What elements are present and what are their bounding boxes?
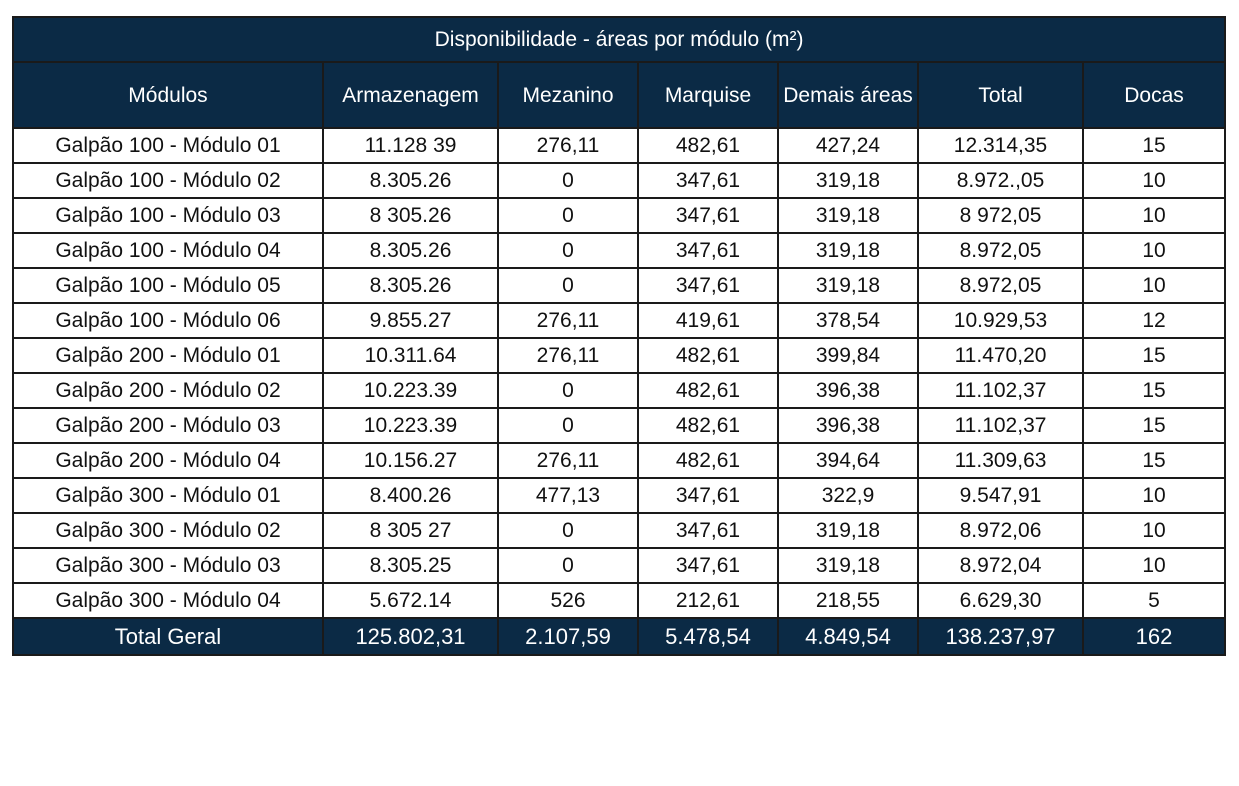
table-cell-demais-areas: 319,18 <box>778 513 918 548</box>
table-cell-mezanino: 0 <box>498 548 638 583</box>
column-header-modulos: Módulos <box>13 62 323 128</box>
table-cell-marquise: 347,61 <box>638 268 778 303</box>
table-cell-marquise: 482,61 <box>638 408 778 443</box>
total-cell-docas: 162 <box>1083 618 1225 655</box>
table-cell-mezanino: 526 <box>498 583 638 618</box>
table-cell-total: 8.972,04 <box>918 548 1083 583</box>
table-cell-total: 8.972,05 <box>918 268 1083 303</box>
table-cell-demais-areas: 319,18 <box>778 233 918 268</box>
table-cell-modulos: Galpão 200 - Módulo 01 <box>13 338 323 373</box>
table-cell-mezanino: 0 <box>498 233 638 268</box>
table-cell-modulos: Galpão 300 - Módulo 03 <box>13 548 323 583</box>
table-cell-mezanino: 276,11 <box>498 443 638 478</box>
table-cell-total: 10.929,53 <box>918 303 1083 338</box>
table-cell-total: 8.972,06 <box>918 513 1083 548</box>
table-cell-mezanino: 0 <box>498 373 638 408</box>
table-cell-demais-areas: 394,64 <box>778 443 918 478</box>
table-cell-docas: 10 <box>1083 513 1225 548</box>
table-row <box>13 233 1225 268</box>
table-cell-total: 8.972,05 <box>918 233 1083 268</box>
table-cell-modulos: Galpão 200 - Módulo 04 <box>13 443 323 478</box>
table-cell-armazenagem: 11.128 39 <box>323 128 498 163</box>
table-row <box>13 478 1225 513</box>
total-cell-total: 138.237,97 <box>918 618 1083 655</box>
table-row <box>13 513 1225 548</box>
table-cell-total: 11.309,63 <box>918 443 1083 478</box>
availability-table <box>12 16 1226 656</box>
table-row <box>13 373 1225 408</box>
table-cell-total: 9.547,91 <box>918 478 1083 513</box>
table-cell-modulos: Galpão 100 - Módulo 04 <box>13 233 323 268</box>
table-cell-armazenagem: 9.855.27 <box>323 303 498 338</box>
table-cell-docas: 10 <box>1083 233 1225 268</box>
table-cell-docas: 10 <box>1083 478 1225 513</box>
table-cell-armazenagem: 10.156.27 <box>323 443 498 478</box>
table-cell-demais-areas: 322,9 <box>778 478 918 513</box>
table-cell-mezanino: 276,11 <box>498 338 638 373</box>
table-cell-modulos: Galpão 100 - Módulo 02 <box>13 163 323 198</box>
table-cell-docas: 10 <box>1083 198 1225 233</box>
table-title-row <box>13 17 1225 62</box>
table-cell-marquise: 347,61 <box>638 233 778 268</box>
table-cell-docas: 12 <box>1083 303 1225 338</box>
table-cell-modulos: Galpão 100 - Módulo 03 <box>13 198 323 233</box>
column-header-armazenagem: Armazenagem <box>323 62 498 128</box>
table-row <box>13 303 1225 338</box>
column-header-row <box>13 62 1225 128</box>
table-cell-demais-areas: 396,38 <box>778 408 918 443</box>
table-cell-docas: 15 <box>1083 128 1225 163</box>
table-cell-demais-areas: 319,18 <box>778 268 918 303</box>
table-cell-demais-areas: 319,18 <box>778 548 918 583</box>
column-header-marquise: Marquise <box>638 62 778 128</box>
table-cell-armazenagem: 8.305.26 <box>323 233 498 268</box>
table-row <box>13 583 1225 618</box>
table-cell-armazenagem: 8.305.26 <box>323 268 498 303</box>
table-cell-marquise: 347,61 <box>638 548 778 583</box>
table-cell-modulos: Galpão 100 - Módulo 06 <box>13 303 323 338</box>
table-cell-demais-areas: 378,54 <box>778 303 918 338</box>
table-cell-modulos: Galpão 300 - Módulo 01 <box>13 478 323 513</box>
table-cell-modulos: Galpão 200 - Módulo 02 <box>13 373 323 408</box>
table-title: Disponibilidade - áreas por módulo (m²) <box>13 17 1225 62</box>
table-cell-marquise: 482,61 <box>638 128 778 163</box>
table-cell-demais-areas: 218,55 <box>778 583 918 618</box>
table-row <box>13 163 1225 198</box>
table-cell-total: 12.314,35 <box>918 128 1083 163</box>
table-cell-modulos: Galpão 100 - Módulo 01 <box>13 128 323 163</box>
table-cell-armazenagem: 8.305.26 <box>323 163 498 198</box>
table-cell-marquise: 347,61 <box>638 513 778 548</box>
column-header-docas: Docas <box>1083 62 1225 128</box>
column-header-total: Total <box>918 62 1083 128</box>
table-cell-armazenagem: 10.311.64 <box>323 338 498 373</box>
table-cell-mezanino: 0 <box>498 513 638 548</box>
table-cell-marquise: 347,61 <box>638 198 778 233</box>
table-cell-demais-areas: 319,18 <box>778 163 918 198</box>
table-cell-armazenagem: 8 305.26 <box>323 198 498 233</box>
table-row <box>13 338 1225 373</box>
table-cell-demais-areas: 319,18 <box>778 198 918 233</box>
table-cell-marquise: 347,61 <box>638 478 778 513</box>
total-cell-mezanino: 2.107,59 <box>498 618 638 655</box>
column-header-mezanino: Mezanino <box>498 62 638 128</box>
table-cell-total: 8 972,05 <box>918 198 1083 233</box>
table-row <box>13 548 1225 583</box>
total-cell-marquise: 5.478,54 <box>638 618 778 655</box>
table-cell-total: 11.102,37 <box>918 373 1083 408</box>
table-row <box>13 128 1225 163</box>
table-cell-docas: 15 <box>1083 408 1225 443</box>
table-cell-armazenagem: 10.223.39 <box>323 373 498 408</box>
total-cell-demais-areas: 4.849,54 <box>778 618 918 655</box>
table-row <box>13 408 1225 443</box>
table-cell-total: 11.102,37 <box>918 408 1083 443</box>
table-cell-total: 6.629,30 <box>918 583 1083 618</box>
table-cell-modulos: Galpão 300 - Módulo 02 <box>13 513 323 548</box>
total-cell-armazenagem: 125.802,31 <box>323 618 498 655</box>
table-cell-armazenagem: 8 305 27 <box>323 513 498 548</box>
table-cell-modulos: Galpão 300 - Módulo 04 <box>13 583 323 618</box>
table-cell-docas: 15 <box>1083 373 1225 408</box>
table-cell-docas: 5 <box>1083 583 1225 618</box>
table-cell-docas: 10 <box>1083 268 1225 303</box>
table-cell-mezanino: 0 <box>498 163 638 198</box>
table-cell-modulos: Galpão 100 - Módulo 05 <box>13 268 323 303</box>
table-cell-armazenagem: 8.400.26 <box>323 478 498 513</box>
table-cell-docas: 10 <box>1083 163 1225 198</box>
total-row <box>13 618 1225 655</box>
table-cell-docas: 15 <box>1083 443 1225 478</box>
table-cell-armazenagem: 8.305.25 <box>323 548 498 583</box>
table-cell-total: 11.470,20 <box>918 338 1083 373</box>
table-cell-marquise: 482,61 <box>638 338 778 373</box>
table-row <box>13 268 1225 303</box>
table-cell-armazenagem: 10.223.39 <box>323 408 498 443</box>
total-cell-modulos: Total Geral <box>13 618 323 655</box>
table-cell-total: 8.972.,05 <box>918 163 1083 198</box>
table-cell-mezanino: 477,13 <box>498 478 638 513</box>
table-cell-marquise: 419,61 <box>638 303 778 338</box>
column-header-demais-areas: Demais áreas <box>778 62 918 128</box>
table-cell-modulos: Galpão 200 - Módulo 03 <box>13 408 323 443</box>
table-row <box>13 443 1225 478</box>
table-cell-demais-areas: 399,84 <box>778 338 918 373</box>
table-cell-marquise: 482,61 <box>638 443 778 478</box>
table-cell-marquise: 347,61 <box>638 163 778 198</box>
table-cell-docas: 10 <box>1083 548 1225 583</box>
table-cell-mezanino: 0 <box>498 268 638 303</box>
table-cell-marquise: 482,61 <box>638 373 778 408</box>
table-cell-demais-areas: 427,24 <box>778 128 918 163</box>
table-cell-armazenagem: 5.672.14 <box>323 583 498 618</box>
table-cell-demais-areas: 396,38 <box>778 373 918 408</box>
table-row <box>13 198 1225 233</box>
table-cell-docas: 15 <box>1083 338 1225 373</box>
table-cell-marquise: 212,61 <box>638 583 778 618</box>
table-cell-mezanino: 276,11 <box>498 303 638 338</box>
table-cell-mezanino: 276,11 <box>498 128 638 163</box>
table-body <box>13 128 1225 618</box>
table-cell-mezanino: 0 <box>498 408 638 443</box>
table-cell-mezanino: 0 <box>498 198 638 233</box>
